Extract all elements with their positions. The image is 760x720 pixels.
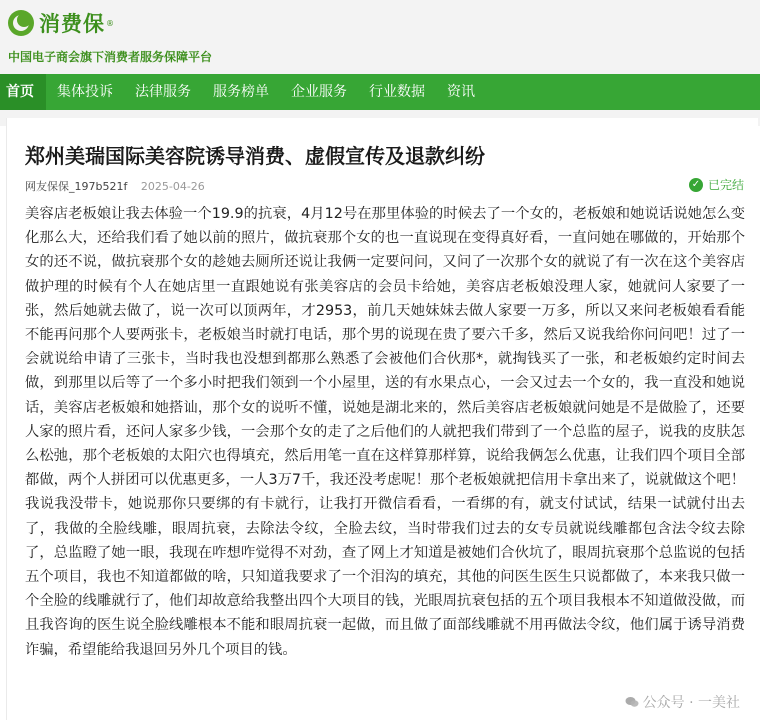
- status-badge: [689, 176, 744, 193]
- complaint-card: [6, 118, 758, 720]
- check-circle-icon: ✓: [689, 178, 703, 192]
- wechat-icon: [625, 695, 639, 709]
- nav-enterprise-service[interactable]: 企业服务: [291, 84, 347, 100]
- nav-service-ranking[interactable]: 服务榜单: [213, 84, 269, 100]
- nav-industry-data[interactable]: 行业数据: [369, 84, 425, 100]
- brand-logo[interactable]: [8, 8, 114, 38]
- brand-name: 消费保: [39, 12, 105, 36]
- header-bar: [0, 0, 760, 74]
- brand-tagline: 中国电子商会旗下消费者服务保障平台: [8, 50, 213, 64]
- logo-icon: [8, 10, 34, 36]
- main-nav: [0, 74, 760, 110]
- watermark-text: 公众号 · 一美社: [642, 695, 740, 711]
- nav-legal-service[interactable]: 法律服务: [135, 84, 191, 100]
- complaint-meta: [25, 178, 205, 194]
- author-name[interactable]: 网友保保_197b521f: [25, 180, 128, 193]
- nav-group-complaint[interactable]: 集体投诉: [57, 84, 113, 100]
- watermark: [625, 692, 740, 712]
- registered-mark: ®: [106, 18, 114, 28]
- complaint-body: 美容店老板娘让我去体验一个19.9的抗衰，4月12号在那里体验的时候去了一个女的，老板娘和她说话说她怎么变化那么大，还给我们看了她以前的照片，做抗衰那个女的也一直说现在变得真好看，一直问她在哪做的，开始那个女的还不说，做抗衰那个女的趁她去厕所还说让我俩一定要问问，又问了一次那个女的就说了有一次在这个美容店做护理的时候有个人在她店里一直跟她说有张美容店的会员卡给她，美容店老板娘没理人家，她就问人家要了一张，然后她就去做了，说一次可以顶两年，才2953，前几天她妹妹去做人家要一万多，所以又来问老板娘看看能不能再问那个人要两张卡，老板娘当时就打电话，那个男的说现在贵了要六千多，然后又说我给你问问吧！过了一会就说给申请了三张卡，当时我也没想到都那么熟悉了会被他们合伙那*，就掏钱买了一张，和老板娘约定时间去做，到那里以后等了一个多小时把我们领到一个小屋里，送的有水果点心，一会又过去一个女的，我一直没和她说话，美容店老板娘和她搭讪，那个女的说听不懂，说她是湖北来的，然后美容店老板娘就问她是不是做脸了，还要人家的照片看，还问人家多少钱，一会那个女的走了之后他们的人就把我们带到了一个总监的屋子，说我的皮肤怎么松弛，那个老板娘的太阳穴也得填充，然后用笔一直在这样算那样算，说给我俩怎么优惠，让我们四个项目全部都做，两个人拼团可以优惠更多，一人3万7千，我还没考虑呢！那个老板娘就把信用卡拿出来了，说就做这个吧！我说我没带卡，她说那你只要绑的有卡就行，让我打开微信看看，一看绑的有，就支付试试，结果一试就付出去了，我做的全脸线雕，眼周抗衰，去除法令纹，全脸去纹，当时带我们过去的女专员就说线雕都包含法令纹去除了，总监瞪了她一眼，我现在咋想咋觉得不对劲，查了网上才知道是被她们合伙坑了，眼周抗衰那个总监说的包括五个项目，我也不知道都做的啥，只知道我要求了一个泪沟的填充，其他的问医生医生只说都做了，本来我只做一个全脸的线雕就行了，他们却故意给我整出四个大项目的钱，光眼周抗衰包括的五个项目我根本不知道做没做，而且我咨询的医生说全脸线雕根本不能和眼周抗衰一起做，而且做了面部线雕就不用再做法令纹，他们属于诱导消费诈骗，希望能给我退回另外几个项目的钱。: [25, 206, 745, 658]
- nav-news[interactable]: 资讯: [447, 84, 475, 100]
- complaint-title: 郑州美瑞国际美容院诱导消费、虚假宣传及退款纠纷: [25, 144, 485, 168]
- status-label: 已完结: [707, 178, 744, 192]
- nav-home[interactable]: 首页: [0, 74, 46, 110]
- post-date: 2025-04-26: [140, 180, 205, 193]
